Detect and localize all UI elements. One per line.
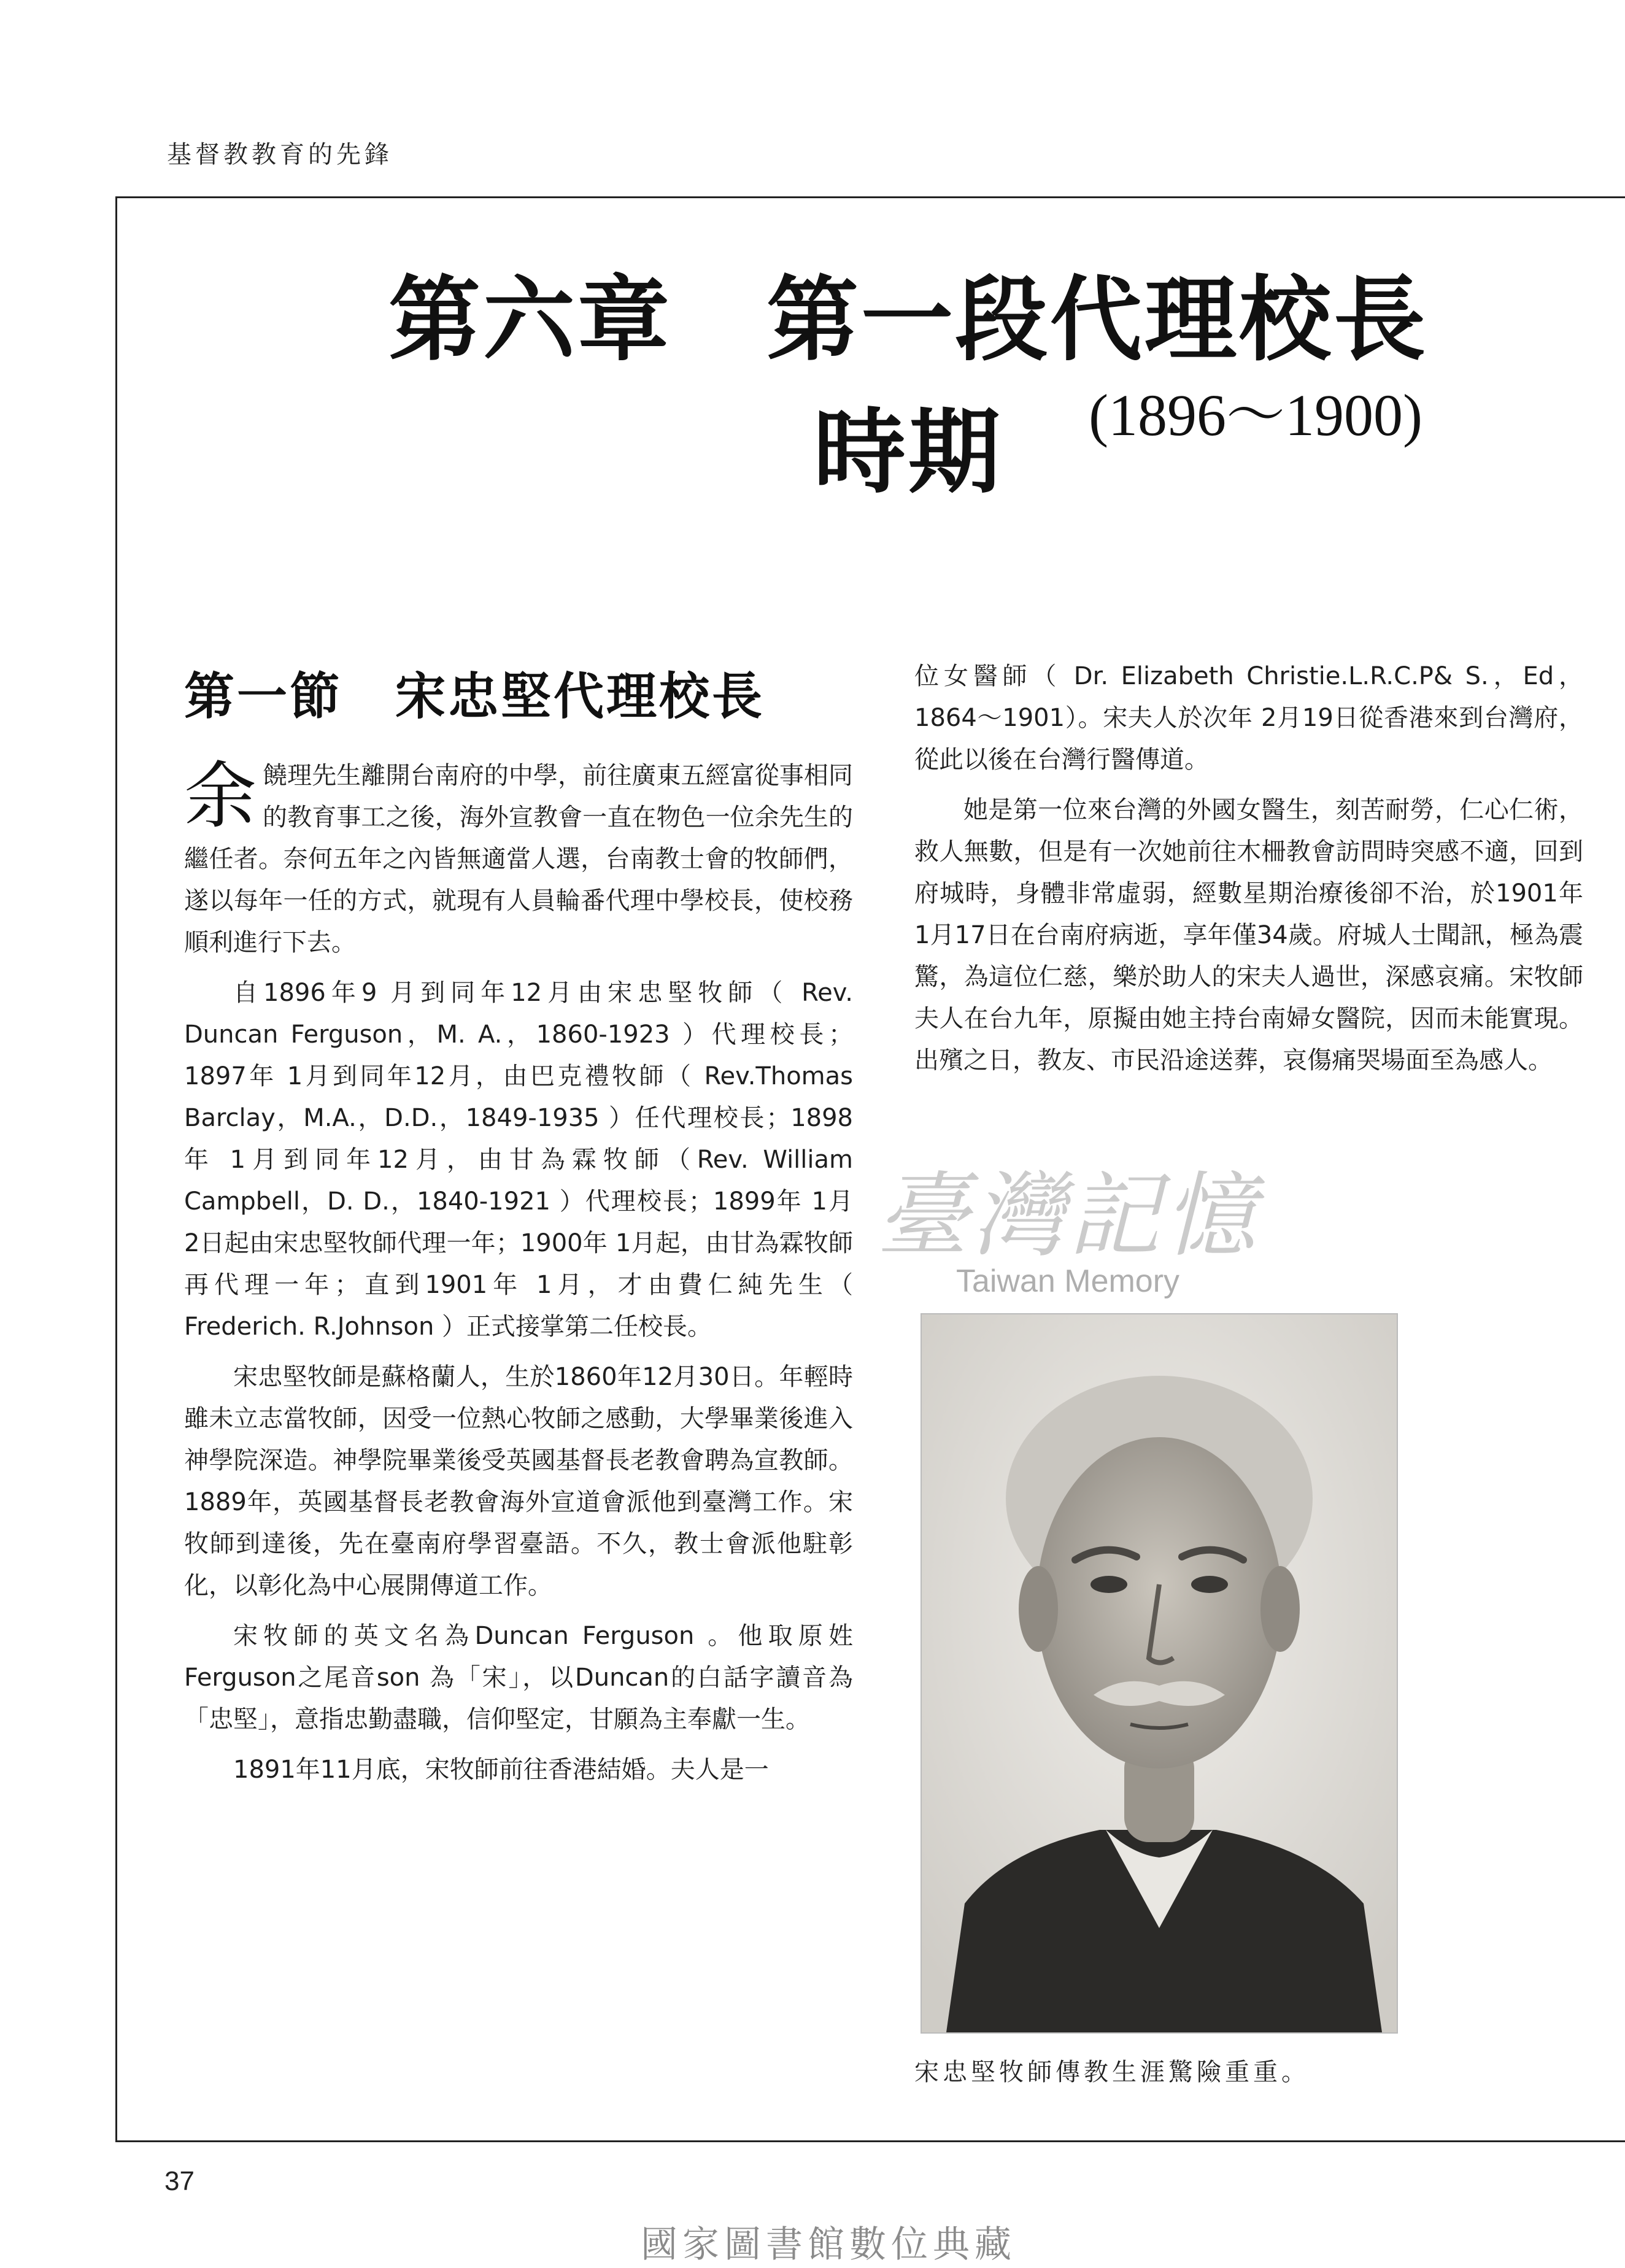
right-column [914,655,1583,1090]
paragraph-2: 自1896年9 月到同年12月由宋忠堅牧師（ Rev. Duncan Ferguson，M. A.，1860-1923 ）代理校長；1897年 1月到同年12月，由巴克禮牧師（ Rev.Thomas Barclay，M.A.，D.D.，1849-1935 ）任代理校長；1898年 1月到同年12月，由甘為霖牧師（Rev. William Campbell，D. D.，1840-1921 ）代理校長；1899年 1月 2日起由宋忠堅牧師代理一年；1900年 1月起，由甘為霖牧師再代理一年；直到1901年 1月，才由費仁純先生（ Frederich. R.Johnson ）正式接掌第二任校長。 [184,979,853,1341]
paragraph-continued: 位女醫師（ Dr. Elizabeth Christie.L.R.C.P& S.，Ed，1864～1901）。宋夫人於次年 2月19日從香港來到台灣府，從此以後在台灣行醫傳道。 [914,662,1583,774]
paragraph-1 [184,755,853,963]
paragraph-5: 1891年11月底，宋牧師前往香港結婚。夫人是一 [233,1756,769,1784]
frame-rule-bottom [115,2140,1625,2142]
footer-stamp: 國家圖書館數位典藏 [641,2223,1016,2266]
frame-rule-left [115,196,117,2142]
photo-caption: 宋忠堅牧師傳教生涯驚險重重。 [914,2058,1310,2086]
paragraph-dr-christie: 她是第一位來台灣的外國女醫生，刻苦耐勞，仁心仁術，救人無數，但是有一次她前往木柵教會訪問時突感不適，回到府城時，身體非常虛弱，經數星期治療後卻不治，於1901年 1月17日在台南府病逝，享年僅34歲。府城人士聞訊，極為震驚，為這位仁慈，樂於助人的宋夫人過世，深感哀痛。宋牧師夫人在台九年，原擬由她主持台南婦女醫院，因而未能實現。出殯之日，教友、市民沿途送葬，哀傷痛哭場面至為感人。 [914,796,1583,1074]
chapter-years: (1896～1900) [1089,382,1422,448]
chapter-title: 第六章 第一段代理校長時期 [388,266,1428,506]
paragraph-3: 宋忠堅牧師是蘇格蘭人，生於1860年12月30日。年輕時雖未立志當牧師，因受一位熱心牧師之感動，大學畢業後進入神學院深造。神學院畢業後受英國基督長老教會聘為宣教師。1889年，英國基督長老教會海外宣道會派他到臺灣工作。宋牧師到達後，先在臺南府學習臺語。不久，教士會派他駐彰化，以彰化為中心展開傳道工作。 [184,1363,853,1600]
watermark-main: 臺灣記憶 [876,1163,1259,1270]
section-heading: 第一節 宋忠堅代理校長 [184,668,765,726]
watermark-sub: Taiwan Memory [955,1263,1180,1299]
watermark [822,1141,1313,1301]
running-head: 基督教教育的先鋒 [167,141,393,169]
page-number: 37 [164,2166,195,2196]
paragraph-1-text: 饒理先生離開台南府的中學，前往廣東五經富從事相同的教育事工之後，海外宣教會一直在物色一位余先生的繼任者。奈何五年之內皆無適當人選，台南教士會的牧師們，遂以每年一任的方式，就現有人員輪番代理中學校長，使校務順利進行下去。 [184,762,853,957]
left-column [184,755,853,1799]
portrait-photo [921,1313,1398,2034]
dropcap: 余 [184,754,257,838]
frame-rule-top [115,196,1625,198]
paragraph-4: 宋牧師的英文名為Duncan Ferguson 。他取原姓Ferguson之尾音son 為「宋」，以Duncan的白話字讀音為「忠堅」，意指忠勤盡職，信仰堅定，甘願為主奉獻一生。 [184,1622,853,1734]
portrait-illustration [922,1314,1397,2032]
